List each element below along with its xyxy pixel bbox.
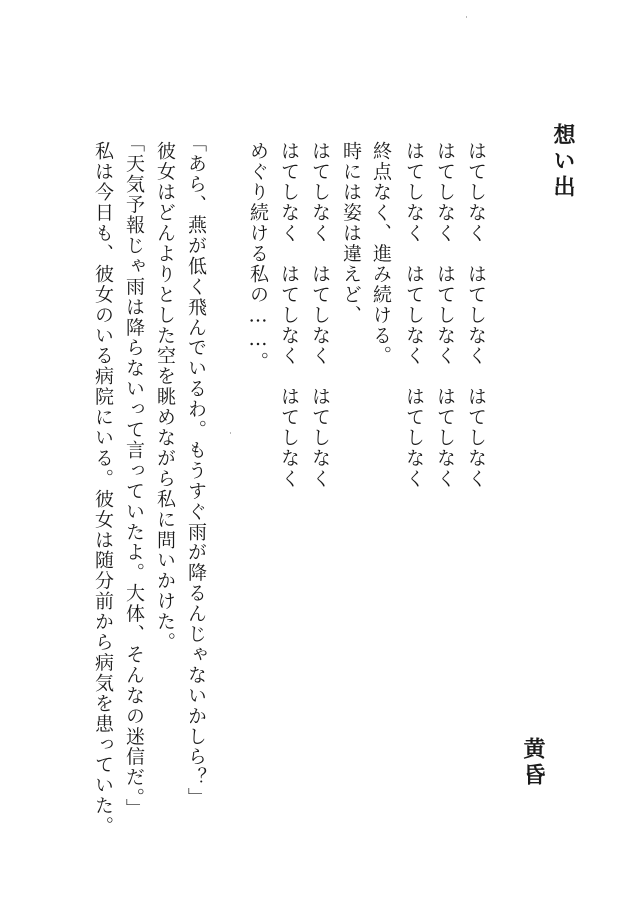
poem-line-7: はてしなく はてしなく はてしなく [278,141,300,489]
prose-line-2: 彼女はどんよりとした空を眺めながら私に問いかけた。 [154,141,176,653]
poem-line-2: はてしなく はてしなく はてしなく [434,141,456,489]
poem-line-8: めぐり続ける私の……。 [247,141,269,372]
prose-line-1: 「あら、燕が低く飛んでいるわ。もうすぐ雨が降るんじゃないかしら？」 [185,133,207,808]
scan-speck [466,16,467,18]
poem-line-3: はてしなく はてしなく はてしなく [403,141,425,489]
poem-line-1: はてしなく はてしなく はてしなく [465,141,487,489]
scan-speck [230,432,231,434]
prose-line-4: 私は今日も、彼女のいる病院にいる。彼女は随分前から病気を患っていた。 [92,141,114,837]
work-title: 想い出 [550,123,576,201]
author-name: 黄昏 [520,737,546,789]
poem-line-6: はてしなく はてしなく はてしなく [309,141,331,489]
poem-line-5: 時には姿は違えど、 [340,141,362,326]
prose-line-3: 「天気予報じゃ雨は降らないって言っていたよ。大体、そんなの迷信だ。」 [123,133,145,819]
poem-line-4: 終点なく、進み続ける。 [370,141,392,366]
